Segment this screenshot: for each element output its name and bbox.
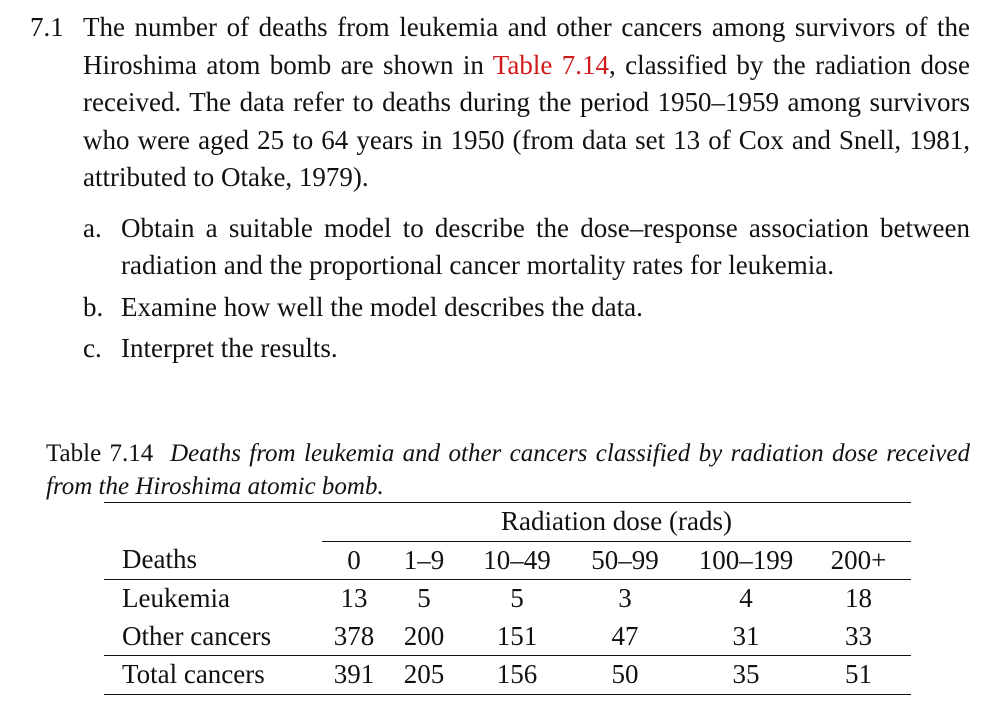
exercise-text-before-ref: The number of deaths from leukemia and other cancers among survivors of the Hiroshima atom bomb are shown in [83, 12, 970, 80]
table-row-total [104, 656, 911, 695]
table-caption [46, 437, 970, 503]
table-cell: 200 [403, 620, 445, 651]
exercise-text-after-ref: , classified by the radiation dose received. The data refer to deaths during the period 1950–1959 among survivors who were aged 25 to 64 years in 1950 (from data set 13 of Cox and Snell, 1981, attributed to Otake, 1979). [83, 49, 971, 192]
part-label: c. [83, 333, 102, 363]
table-cell: 51 [845, 659, 872, 689]
table-cell: 31 [732, 620, 760, 651]
table-caption-label: Table 7.14 [46, 440, 154, 467]
table-spanner-header: Radiation dose (rads) [322, 503, 911, 542]
table-spanner-empty [104, 503, 322, 542]
table-column-header: 200+ [830, 544, 887, 575]
exercise-number: 7.1 [30, 12, 64, 42]
table-column-header: 1–9 [403, 544, 445, 575]
exercise-part-c [83, 330, 970, 368]
table-cell: 33 [845, 620, 872, 651]
part-label: b. [83, 291, 104, 322]
table-cell: 4 [739, 583, 753, 613]
table-row-label: Leukemia [122, 583, 230, 613]
table-cell: 156 [496, 659, 538, 689]
table-cell: 151 [496, 620, 538, 651]
exercise-parts [83, 210, 970, 368]
data-table-container [104, 502, 911, 695]
exercise-7-1 [30, 9, 970, 372]
table-caption-text: Deaths from leukemia and other cancers classified by radiation dose received from the Hiroshima atomic bomb. [46, 440, 971, 500]
table-cell: 35 [732, 659, 760, 689]
table-cell: 18 [845, 583, 872, 613]
table-spanner-row [104, 503, 911, 542]
table-row [104, 580, 911, 618]
table-cell: 47 [611, 620, 639, 651]
table-cell: 5 [510, 583, 524, 613]
part-text: Obtain a suitable model to describe the dose–response association between radiation and the proportional cancer mortality rates for leukemia. [121, 212, 970, 280]
table-cell: 13 [340, 583, 368, 613]
table-cell: 3 [618, 583, 632, 613]
table-cell: 205 [403, 659, 445, 689]
exercise-part-a [83, 210, 970, 285]
table-header-row [104, 541, 911, 580]
table-column-header: 0 [347, 544, 361, 575]
table-column-header: 100–199 [698, 544, 794, 575]
table-row-label: Total cancers [122, 659, 265, 689]
table-row-label: Other cancers [122, 620, 272, 651]
part-text: Examine how well the model describes the data. [121, 291, 643, 322]
part-label: a. [83, 212, 102, 243]
table-cell: 50 [611, 659, 639, 689]
exercise-part-b [83, 289, 970, 327]
data-table [104, 502, 911, 695]
exercise-text [83, 9, 970, 197]
table-cell: 5 [417, 583, 431, 613]
table-cell: 378 [333, 620, 375, 651]
table-cell: 391 [333, 659, 375, 689]
exercise-statement [30, 9, 970, 197]
part-text: Interpret the results. [121, 333, 338, 363]
table-row-header: Deaths [122, 544, 197, 575]
table-row [104, 618, 911, 656]
table-column-header: 50–99 [591, 544, 659, 575]
table-reference-link[interactable]: Table 7.14 [492, 49, 609, 80]
table-column-header: 10–49 [483, 544, 551, 575]
